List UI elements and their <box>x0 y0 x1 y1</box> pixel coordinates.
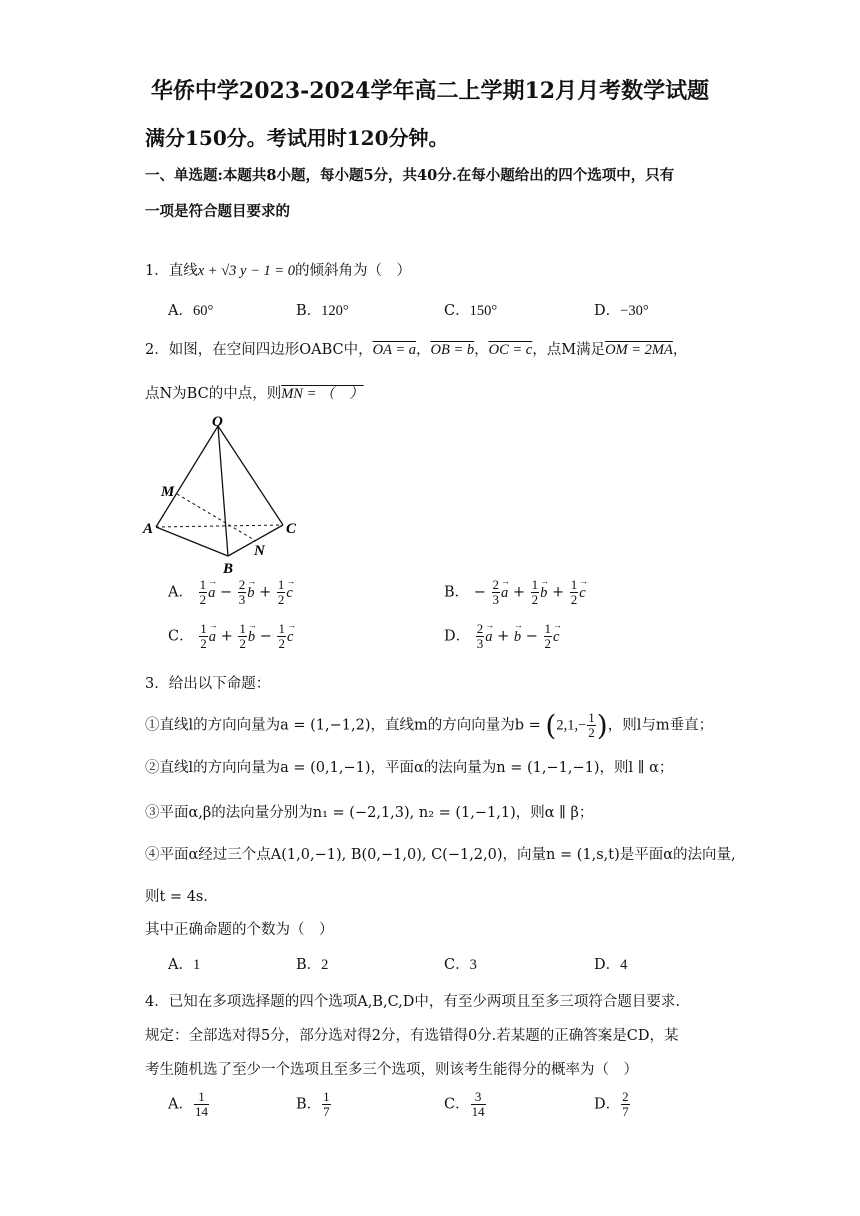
label-n: N <box>254 543 265 559</box>
question-number: 1． <box>145 263 169 279</box>
vector-mn: MN = （ ） <box>281 386 364 402</box>
vector-condition-2: OB = b <box>430 342 475 358</box>
q2-option-c: C． $\frac{1}{2}$ → a + $\frac{1}{2}$ → b − $\frac{1}{2}$ → c <box>168 622 293 651</box>
question-text: 直线 <box>168 263 198 279</box>
page-subtitle: 满分150分。考试用时120分钟。 <box>145 126 449 150</box>
question-1 <box>145 259 411 280</box>
page-title: 华侨中学2023-2024学年高二上学期12月月考数学试题 <box>150 78 710 104</box>
q2-option-a: A． $\frac{1}{2}$ → a − $\frac{2}{3}$ → b + $\frac{1}{2}$ → c <box>168 578 293 607</box>
label-c: C <box>286 521 297 537</box>
question-equation: x + √3 y − 1 = 0 <box>197 263 296 279</box>
q3-option-b: B．2 <box>296 957 329 973</box>
label-m: M <box>161 484 175 500</box>
q2-option-d: D． $\frac{2}{3}$ → a + → b − $\frac{1}{2}$ → c <box>444 622 559 651</box>
section-heading-line2: 一项是符合题目要求的 <box>145 203 290 220</box>
q2-option-b: B． − $\frac{2}{3}$ → a + $\frac{1}{2}$ → b + $\frac{1}{2}$ → c <box>444 578 586 607</box>
q4-option-d: D． $\frac{2}{7}$ <box>594 1089 629 1119</box>
question-3-ask: 其中正确命题的个数为（ ） <box>145 922 334 938</box>
question-3-intro: 3．给出以下命题： <box>145 676 271 692</box>
q3-option-d: D．4 <box>594 957 628 973</box>
label-b: B <box>223 561 234 577</box>
question-4-line3: 考生随机选了至少一个选项且至多三个选项，则该考生能得分的概率为（ ） <box>145 1062 638 1078</box>
q4-option-a: A． $\frac{1}{14}$ <box>168 1089 208 1119</box>
question-3-proposition-3: ③平面α,β的法向量分别为n₁ = (−2,1,3), n₂ = (1,−1,1)，则α ∥ β； <box>145 805 594 821</box>
question-3-proposition-4-line2: 则t = 4s． <box>145 889 218 905</box>
question-2-line2: 点N为BC的中点，则MN = （ ） <box>145 386 364 402</box>
q1-option-c: C．150° <box>444 303 498 319</box>
question-4-line2: 规定：全部选对得5分，部分选对得2分，有选错得0分.若某题的正确答案是CD，某 <box>145 1028 679 1044</box>
section-heading-line1: 一、单选题:本题共8小题，每小题5分，共40分.在每小题给出的四个选项中，只有 <box>145 167 675 184</box>
question-3-proposition-2: ②直线l的方向向量为a = (0,1,−1)，平面α的法向量为n = (1,−1,−1)，则l ∥ α； <box>145 760 674 776</box>
vector-condition-4: OM = 2MA <box>605 342 673 358</box>
label-a: A <box>143 521 154 537</box>
q1-option-d: D．−30° <box>594 303 649 319</box>
question-text-end: 的倾斜角为（ ） <box>295 263 412 279</box>
q4-option-c: C． $\frac{3}{14}$ <box>444 1089 485 1119</box>
question-3-proposition-4-line1: ④平面α经过三个点A(1,0,−1), B(0,−1,0), C(−1,2,0)，向量n = (1,s,t)是平面α的法向量, <box>145 847 736 863</box>
tetrahedron-figure <box>140 410 310 578</box>
q1-option-b: B．120° <box>296 303 349 319</box>
vector-condition-1: OA = a <box>372 342 416 358</box>
q1-option-a: A．60° <box>168 303 214 319</box>
vector-condition-3: OC = c <box>488 342 533 358</box>
label-o: O <box>212 414 223 430</box>
q3-option-c: C．3 <box>444 957 477 973</box>
question-2-line1: 2．如图，在空间四边形OABC中，OA = a，OB = b，OC = c，点M满足OM = 2MA， <box>145 342 688 358</box>
question-4-line1: 4．已知在多项选择题的四个选项A,B,C,D中，有至少两项且至多三项符合题目要求. <box>145 994 680 1010</box>
question-3-proposition-1: ①直线l的方向向量为a = (1,−1,2)，直线m的方向向量为b = (2,1,− $\frac{1}{2}$ )，则l与m垂直； <box>145 709 714 742</box>
q3-option-a: A．1 <box>168 957 201 973</box>
q4-option-b: B． $\frac{1}{7}$ <box>296 1089 330 1119</box>
